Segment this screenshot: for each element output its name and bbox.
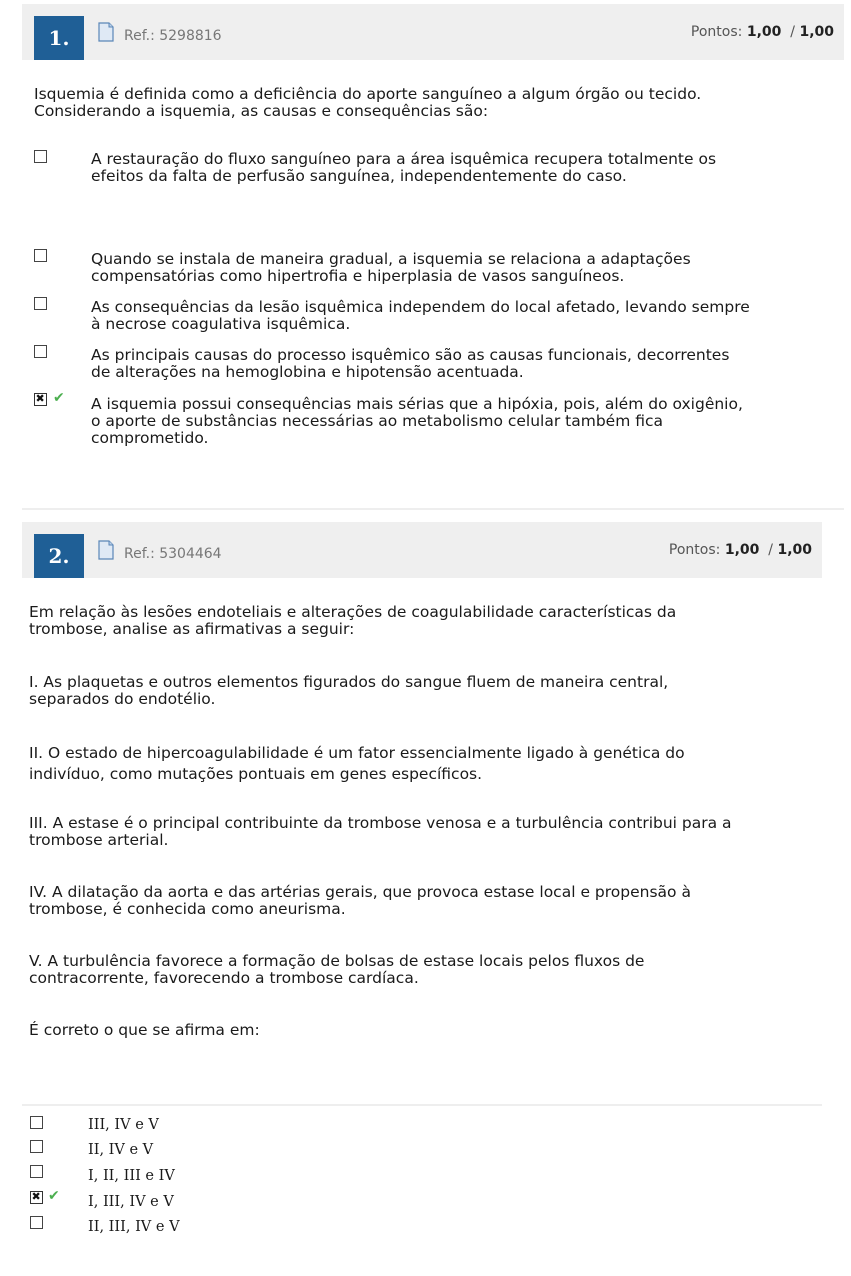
statement-i: I. As plaquetas e outros elementos figurados do sangue fluem de maneira central, separados do endotélio. [29,673,669,708]
check-icon: ✔ [48,1188,60,1204]
q2-option-d-checkbox[interactable] [30,1191,43,1204]
statement-ii: II. O estado de hipercoagulabilidade é um fator essencialmente ligado à genética do indivíduo, como mutações pontuais em genes específicos. [29,744,685,783]
question-2-number: 2. [34,534,84,578]
q1-option-b-checkbox[interactable] [34,249,47,262]
question-1-number: 1. [34,16,84,60]
q2-option-e-checkbox[interactable] [30,1216,43,1229]
question-2-points: Pontos: 1,00 / 1,00 [668,542,812,558]
statement-iii: III. A estase é o principal contribuinte da trombose venosa e a turbulência contribui para a trombose arterial. [29,814,732,849]
q2-option-a-text: III, IV e V [88,1117,159,1133]
statement-iv: IV. A dilatação da aorta e das artérias gerais, que provoca estase local e propensão à trombose, é conhecida como aneurisma. [29,883,691,918]
q1-option-e-checkbox[interactable] [34,393,47,406]
check-icon: ✔ [53,390,65,406]
q2-option-e-text: II, III, IV e V [88,1219,180,1235]
q2-option-c-checkbox[interactable] [30,1165,43,1178]
document-icon [98,22,114,42]
q2-option-d-text: I, III, IV e V [88,1194,174,1210]
options-separator [22,1104,822,1106]
q2-option-b-checkbox[interactable] [30,1140,43,1153]
question-2-stem: Em relação às lesões endoteliais e alterações de coagulabilidade características da trombose, analise as afirmativas a seguir: [29,603,677,638]
statement-v: V. A turbulência favorece a formação de bolsas de estase locais pelos fluxos de contracorrente, favorecendo a trombose cardíaca. [29,952,645,987]
question-1-points: Pontos: 1,00 / 1,00 [690,24,834,40]
q1-option-a-checkbox[interactable] [34,150,47,163]
question-1-ref: Ref.: 5298816 [124,28,222,44]
question-1-stem: Isquemia é definida como a deficiência do aporte sanguíneo a algum órgão ou tecido. Considerando a isquemia, as causas e consequências são: [34,85,702,120]
q2-option-c-text: I, II, III e IV [88,1168,175,1184]
q2-option-b-text: II, IV e V [88,1142,154,1158]
q1-option-c-checkbox[interactable] [34,297,47,310]
q1-option-b-text: Quando se instala de maneira gradual, a isquemia se relaciona a adaptações compensatórias como hipertrofia e hiperplasia de vasos sanguíneos. [91,250,691,285]
q1-option-c-text: As consequências da lesão isquêmica independem do local afetado, levando sempre à necrose coagulativa isquêmica. [91,298,750,333]
question-separator [22,508,844,510]
q1-option-e-text: A isquemia possui consequências mais sérias que a hipóxia, pois, além do oxigênio, o aporte de substâncias necessárias ao metabolismo celular também fica comprometido. [91,395,743,447]
question-2-prompt: É correto o que se afirma em: [29,1021,260,1039]
document-icon [98,540,114,560]
q1-option-d-text: As principais causas do processo isquêmico são as causas funcionais, decorrentes de alterações na hemoglobina e hipotensão acentuada. [91,346,730,381]
question-1-header [22,4,844,60]
q1-option-d-checkbox[interactable] [34,345,47,358]
question-2-ref: Ref.: 5304464 [124,546,222,562]
q2-option-a-checkbox[interactable] [30,1116,43,1129]
question-2-header [22,522,822,578]
q1-option-a-text: A restauração do fluxo sanguíneo para a área isquêmica recupera totalmente os efeitos da falta de perfusão sanguínea, independentemente do caso. [91,150,717,185]
